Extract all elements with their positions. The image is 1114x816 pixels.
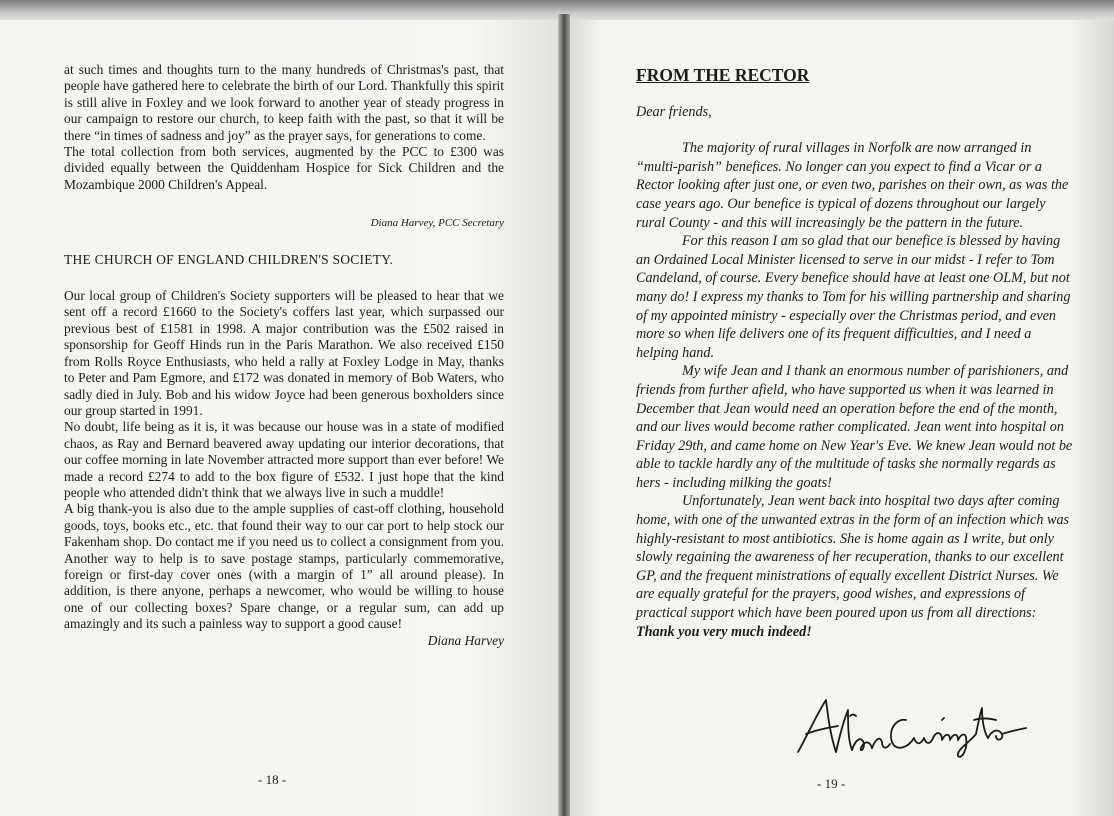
society-paragraph: Our local group of Children's Society supporters will be pleased to hear that we sent off a record £1660 to the Society's coffers last year, which surpassed our previous best of £1581 in 1998. A major contribution was the £502 raised in sponsorship for Geoff Hinds run in the Paris Marathon. We also received £150 from Rolls Royce Enthusiasts, who held a rally at Foxley Lodge in May, thanks to Peter and Pam Egmore, and £172 was donated in memory of Bob Waters, who sadly died in July. Bob and his widow Joyce had been generous boxholders since our group started in 1991. (64, 288, 504, 418)
page-gutter (558, 14, 570, 816)
right-page-text (636, 66, 1076, 641)
greeting: Dear friends, (636, 103, 712, 120)
thank-you-paragraph: A big thank-you is also due to the ample supplies of cast-off clothing, household goods, toys, books etc., etc. that found their way to our car port to help stock our Fakenham shop. Do contact me if you need us to collect a consignment from you. Another way to help is to save postage stamps, particularly commemorative, foreign or first-day cover ones (with a margin of 1” all around please). In addition, is there anyone, perhaps a newcomer, who would be willing to house one of our collecting boxes? Spare change, or a regular sum, can add up amazingly and its such a painless way to support a good cause! (64, 501, 504, 632)
pcc-secretary-signature: Diana Harvey, PCC Secretary (370, 217, 504, 230)
rector-paragraph-2: For this reason I am so glad that our benefice is blessed by having an Ordained Local Minister licensed to serve in our midst - I refer to Tom Candeland, of course. Every benefice should have at least one OLM, but not many do! I express my thanks to Tom for his willing partnership and sharing of my appointed ministry - especially over the Christmas period, and even more so when life delivers one of its frequent difficulties, and I need a helping hand. (636, 233, 1071, 361)
handwritten-signature (792, 690, 1032, 764)
section-heading: THE CHURCH OF ENGLAND CHILDREN'S SOCIETY. (64, 251, 394, 267)
intro-paragraph: at such times and thoughts turn to the many hundreds of Christmas's past, that people have gathered here to celebrate the birth of our Lord. Thankfully this spirit is still alive in Foxley and we look forward to another year of steady progress in our campaign to restore our church, to keep faith with the past, so that it will be there “in times of sadness and joy” as the prayer says, for generations to come. (64, 62, 504, 143)
page-number-left: - 18 - (258, 772, 287, 787)
article-title: FROM THE RECTOR (636, 65, 810, 85)
page-number-right: - 19 - (817, 776, 846, 791)
collection-paragraph: The total collection from both services, augmented by the PCC to £300 was divided equally between the Quiddenham Hospice for Sick Children and the Mozambique 2000 Children's Appeal. (64, 144, 504, 192)
rector-paragraph-3: My wife Jean and I thank an enormous number of parishioners, and friends from further afield, who have supported us when it was learned in December that Jean would need an operation before the end of the month, and our lives would become rather complicated. Jean went into hospital on Friday 29th, and came home on New Year's Eve. We knew Jean would not be able to tackle hardly any of the multitude of tasks she normally regards as hers - including milking the goats! (636, 363, 1073, 491)
closing-line: Thank you very much indeed! (636, 623, 812, 640)
rector-paragraph-4: Unfortunately, Jean went back into hospital two days after coming home, with one of the unwanted extras in the form of an infection which was highly-resistant to most antibiotics. She is home again as I write, but only slowly regaining the awareness of her recuperation, thanks to our excellent GP, and the frequent ministrations of equally excellent District Nurses. We are equally grateful for the prayers, good wishes, and expressions of practical support which have been poured upon us from all directions: (636, 493, 1070, 622)
author-signature: Diana Harvey (427, 632, 504, 648)
coffee-morning-paragraph: No doubt, life being as it is, it was because our house was in a state of modified chaos, as Ray and Bernard beavered away updating our interior decorations, that our coffee morning in late November attracted more support than ever before! We made a record £274 to add to the box figure of £532. I just hope that the kind people who attended didn't think that we always live in such a muddle! (64, 419, 504, 500)
left-page-text (64, 62, 504, 649)
rector-paragraph-1: The majority of rural villages in Norfolk are now arranged in “multi-parish” benefices. No longer can you expect to find a Vicar or a Rector looking after just one, or even two, parishes on their own, as was the case years ago. Our benefice is typical of dozens throughout our largely rural County - and this will increasingly be the pattern in the future. (636, 140, 1069, 231)
